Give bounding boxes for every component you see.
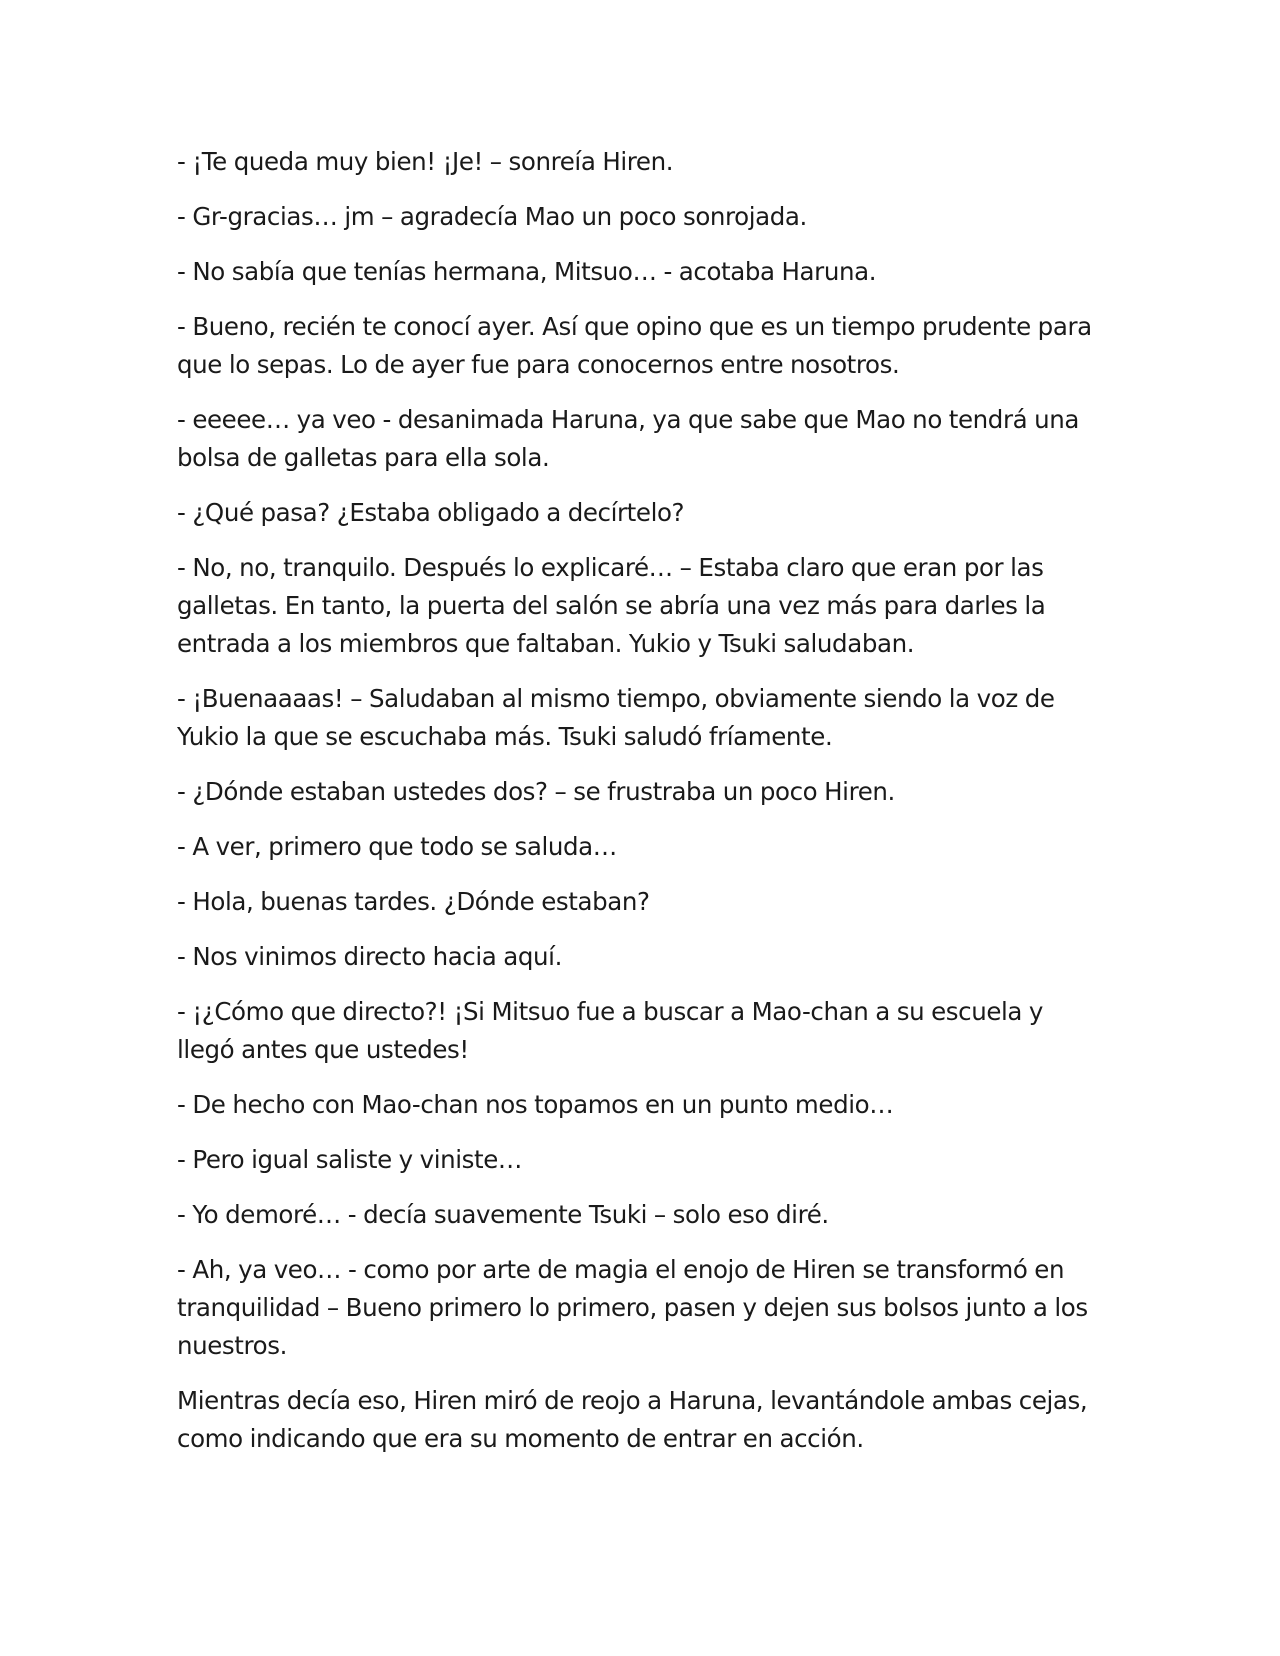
- document-body: [177, 143, 1107, 1475]
- paragraph: - Hola, buenas tardes. ¿Dónde estaban?: [177, 887, 650, 916]
- paragraph: - De hecho con Mao-chan nos topamos en un punto medio…: [177, 1090, 894, 1119]
- paragraph: - eeeee… ya veo - desanimada Haruna, ya que sabe que Mao no tendrá una bolsa de galletas para ella sola.: [177, 405, 1079, 472]
- paragraph: - Yo demoré… - decía suavemente Tsuki – solo eso diré.: [177, 1200, 829, 1229]
- paragraph: - ¡Buenaaaas! – Saludaban al mismo tiempo, obviamente siendo la voz de Yukio la que se escuchaba más. Tsuki saludó fríamente.: [177, 684, 1055, 751]
- paragraph: - Gr-gracias… jm – agradecía Mao un poco sonrojada.: [177, 202, 807, 231]
- paragraph: - ¿Qué pasa? ¿Estaba obligado a decírtelo?: [177, 498, 685, 527]
- paragraph: - No, no, tranquilo. Después lo explicaré… – Estaba claro que eran por las galletas. En tanto, la puerta del salón se abría una vez más para darles la entrada a los miembros que faltaban. Yukio y Tsuki saludaban.: [177, 553, 1046, 658]
- paragraph: - Nos vinimos directo hacia aquí.: [177, 942, 562, 971]
- paragraph: - Pero igual saliste y viniste…: [177, 1145, 523, 1174]
- paragraph: Mientras decía eso, Hiren miró de reojo a Haruna, levantándole ambas cejas, como indicando que era su momento de entrar en acción.: [177, 1386, 1088, 1453]
- paragraph: - ¡¿Cómo que directo?! ¡Si Mitsuo fue a buscar a Mao-chan a su escuela y llegó antes que ustedes!: [177, 997, 1044, 1064]
- paragraph: - Bueno, recién te conocí ayer. Así que opino que es un tiempo prudente para que lo sepas. Lo de ayer fue para conocernos entre nosotros.: [177, 312, 1092, 379]
- paragraph: - No sabía que tenías hermana, Mitsuo… - acotaba Haruna.: [177, 257, 877, 286]
- paragraph: - Ah, ya veo… - como por arte de magia el enojo de Hiren se transformó en tranquilidad – Bueno primero lo primero, pasen y dejen sus bolsos junto a los nuestros.: [177, 1255, 1088, 1360]
- paragraph: - ¡Te queda muy bien! ¡Je! – sonreía Hiren.: [177, 147, 674, 176]
- paragraph: - A ver, primero que todo se saluda…: [177, 832, 617, 861]
- paragraph: - ¿Dónde estaban ustedes dos? – se frustraba un poco Hiren.: [177, 777, 895, 806]
